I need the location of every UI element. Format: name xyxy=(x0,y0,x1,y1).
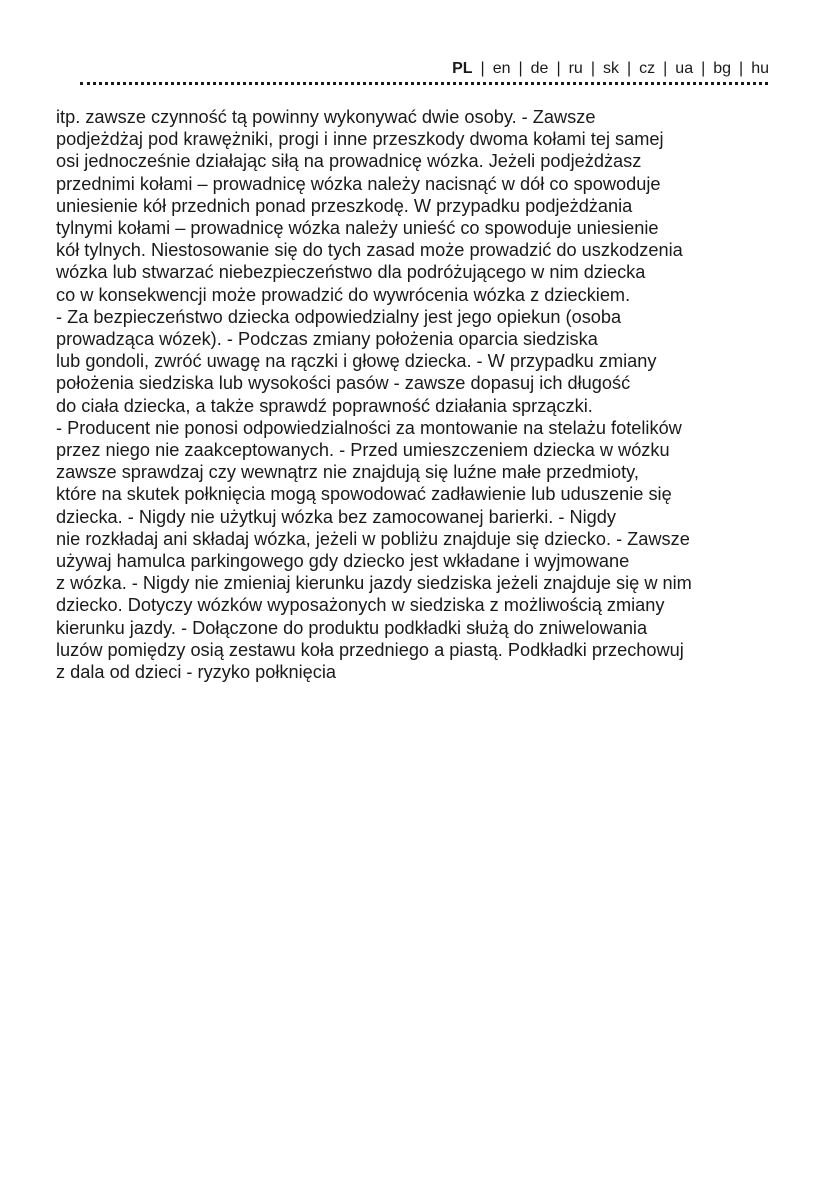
language-separator: | xyxy=(739,60,744,77)
language-separator: | xyxy=(590,60,595,77)
text-line: podjeżdżaj pod krawężniki, progi i inne przeszkody dwoma kołami tej samej xyxy=(56,129,664,150)
text-line: używaj hamulca parkingowego gdy dziecko jest wkładane i wyjmowane xyxy=(56,551,630,572)
text-line: itp. zawsze czynność tą powinny wykonywać dwie osoby. - Zawsze xyxy=(56,107,596,127)
language-bg[interactable]: bg xyxy=(713,60,732,77)
language-hu[interactable]: hu xyxy=(751,60,769,77)
text-line: nie rozkładaj ani składaj wózka, jeżeli w pobliżu znajduje się dziecko. - Zawsze xyxy=(56,528,690,549)
language-separator: | xyxy=(556,60,561,77)
text-line: - Za bezpieczeństwo dziecka odpowiedzialny jest jego opiekun (osoba xyxy=(56,306,622,327)
instructions-text xyxy=(56,106,816,683)
language-pl[interactable]: PL xyxy=(452,60,473,77)
text-line: osi jednocześnie działając siłą na prowadnicę wózka. Jeżeli podjeżdżasz xyxy=(56,151,642,172)
language-ua[interactable]: ua xyxy=(675,60,694,77)
text-line: które na skutek połknięcia mogą spowodować zadławienie lub uduszenie się xyxy=(56,484,672,505)
text-line: zawsze sprawdzaj czy wewnątrz nie znajdują się luźne małe przedmioty, xyxy=(56,462,639,483)
language-separator: | xyxy=(626,60,632,77)
language-sk[interactable]: sk xyxy=(602,60,619,77)
text-line: prowadząca wózek). - Podczas zmiany położenia oparcia siedziska xyxy=(56,329,598,350)
text-line: położenia siedziska lub wysokości pasów - zawsze dopasuj ich długość xyxy=(56,373,631,394)
header-divider xyxy=(80,82,768,85)
text-line: dziecko. Dotyczy wózków wyposażonych w siedziska z możliwością zmiany xyxy=(56,595,665,616)
text-line: dziecka. - Nigdy nie użytkuj wózka bez zamocowanej barierki. - Nigdy xyxy=(56,506,617,527)
text-line: z wózka. - Nigdy nie zmieniaj kierunku jazdy siedziska jeżeli znajduje się w nim xyxy=(56,573,692,594)
language-separator: | xyxy=(518,60,523,77)
text-line: tylnymi kołami – prowadnicę wózka należy unieść co spowoduje uniesienie xyxy=(56,218,659,239)
language-ru[interactable]: ru xyxy=(568,60,583,77)
language-cz[interactable]: cz xyxy=(639,60,656,77)
text-line: luzów pomiędzy osią zestawu koła przedniego a piastą. Podkładki przechowuj xyxy=(56,639,684,660)
text-line: - Producent nie ponosi odpowiedzialności za montowanie na stelażu fotelików xyxy=(56,417,682,438)
text-line: wózka lub stwarzać niebezpieczeństwo dla podróżującego w nim dziecka xyxy=(56,262,646,283)
language-separator: | xyxy=(480,60,485,77)
text-line: przednimi kołami – prowadnicę wózka należy nacisnąć w dół co spowoduje xyxy=(56,173,661,194)
text-line: co w konsekwencji może prowadzić do wywrócenia wózka z dzieckiem. xyxy=(56,284,631,305)
language-separator: | xyxy=(663,60,668,77)
language-separator: | xyxy=(701,60,706,77)
language-en[interactable]: en xyxy=(492,60,511,77)
text-line: lub gondoli, zwróć uwagę na rączki i głowę dziecka. - W przypadku zmiany xyxy=(56,351,657,372)
text-line: kierunku jazdy. - Dołączone do produktu podkładki służą do zniwelowania xyxy=(56,617,648,638)
text-line: kół tylnych. Niestosowanie się do tych zasad może prowadzić do uszkodzenia xyxy=(56,240,683,261)
text-line: uniesienie kół przednich ponad przeszkodę. W przypadku podjeżdżania xyxy=(56,195,633,216)
language-selector xyxy=(452,57,769,81)
text-line: przez niego nie zaakceptowanych. - Przed umieszczeniem dziecka w wózku xyxy=(56,440,670,461)
language-de[interactable]: de xyxy=(530,60,549,77)
text-line: do ciała dziecka, a także sprawdź poprawność działania sprzączki. xyxy=(56,395,593,416)
text-line: z dala od dzieci - ryzyko połknięcia xyxy=(56,662,337,683)
